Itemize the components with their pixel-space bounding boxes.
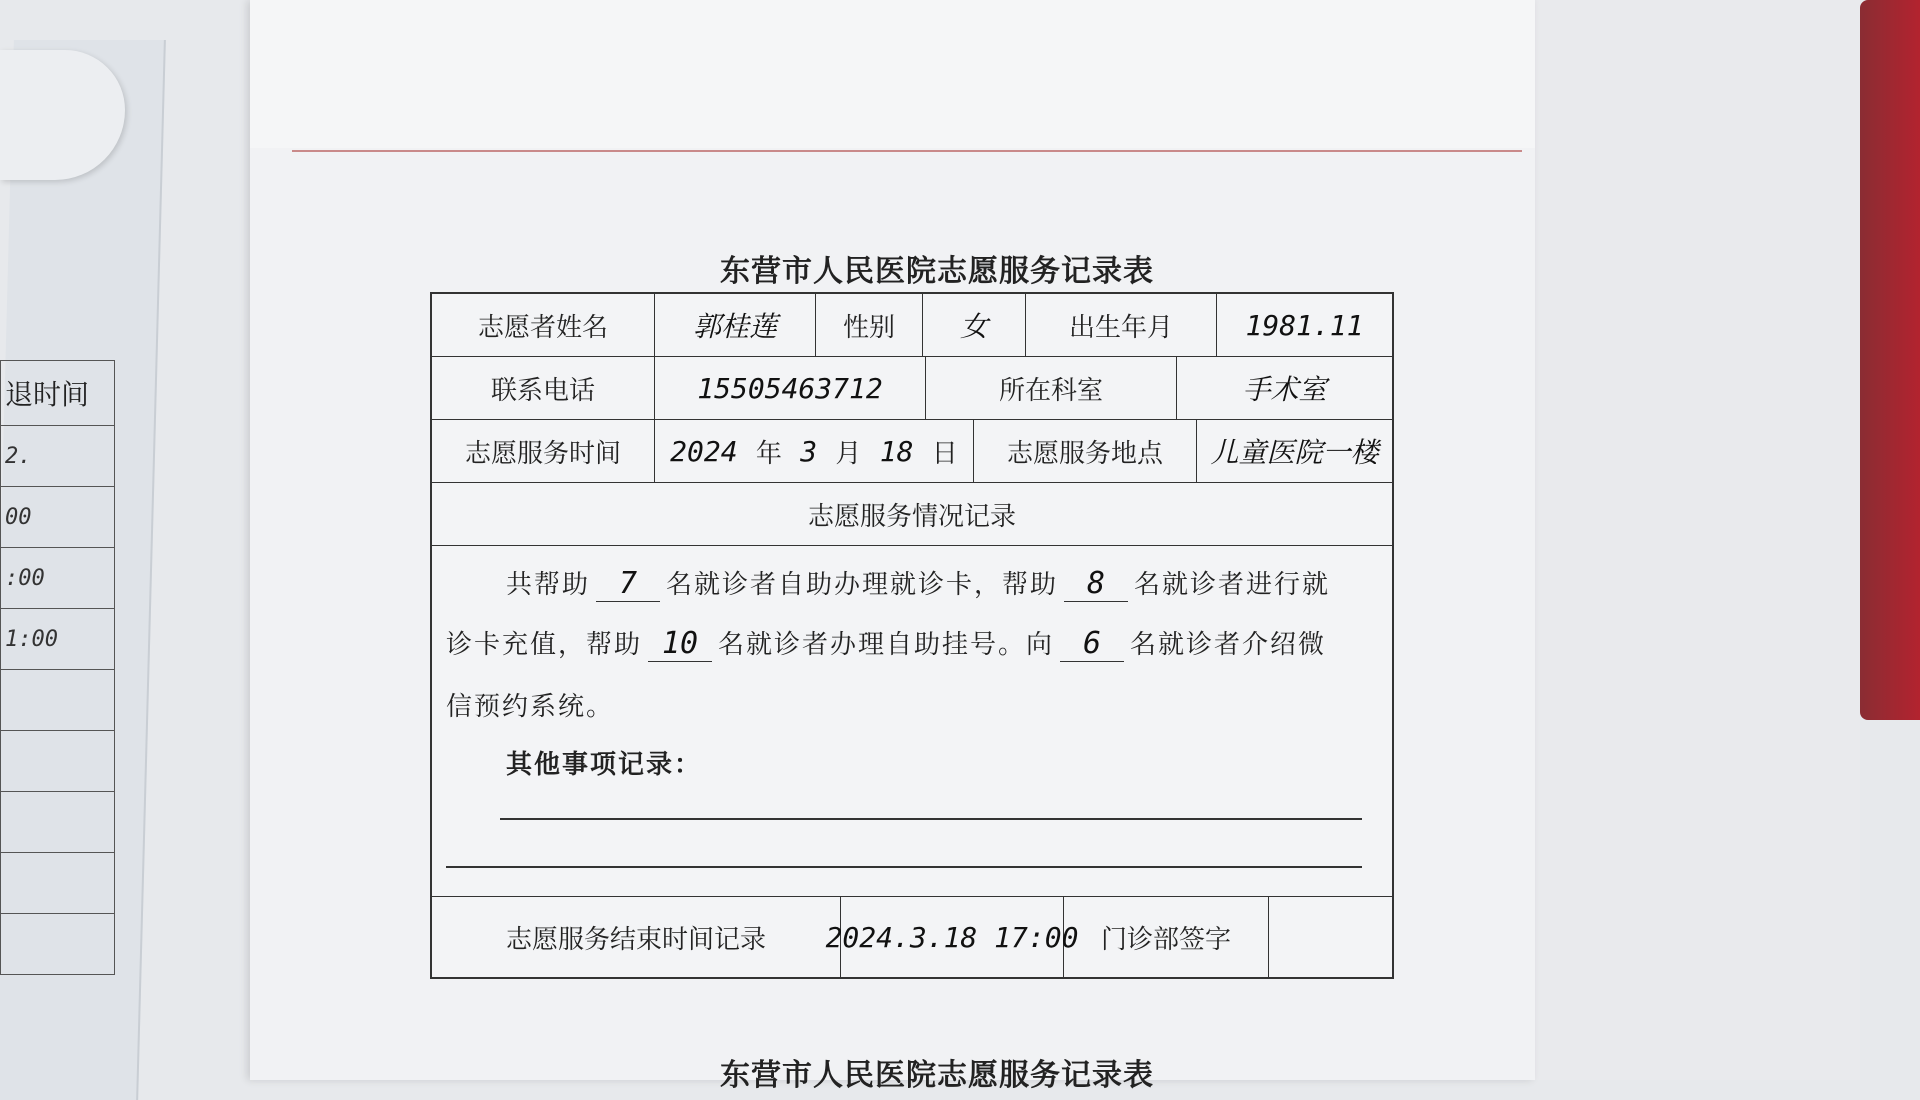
background-table-cell: 1:00	[1, 609, 115, 670]
other-items-line-2[interactable]	[446, 866, 1362, 868]
form-row-service	[432, 420, 1392, 483]
background-table-cell	[1, 914, 115, 975]
form-row-contact	[432, 357, 1392, 420]
form-row-footer	[432, 897, 1392, 977]
service-time-label: 志愿服务时间	[432, 420, 655, 482]
service-date-field[interactable]	[655, 420, 974, 482]
service-day: 18	[879, 434, 914, 468]
record-text: 名就诊者自助办理就诊卡，帮助	[666, 570, 1059, 600]
background-table-cell	[1, 792, 115, 853]
dept-value[interactable]: 手术室	[1242, 373, 1327, 406]
background-table-cell: 2.	[1, 426, 115, 487]
red-object	[1860, 0, 1920, 720]
next-form-title: 东营市人民医院志愿服务记录表	[720, 1058, 1154, 1093]
background-table-header: 退时间	[1, 361, 115, 426]
phone-value[interactable]: 15505463712	[655, 357, 926, 419]
background-table	[0, 360, 115, 975]
signature-field[interactable]	[1269, 897, 1392, 977]
other-items-line-1[interactable]	[500, 818, 1362, 820]
end-time-value[interactable]: 2024.3.18 17:00	[841, 897, 1064, 977]
background-wall	[1530, 0, 1860, 1080]
phone-label: 联系电话	[432, 357, 655, 419]
record-text: 诊卡充值，帮助	[446, 630, 643, 660]
gender-label: 性别	[816, 294, 923, 356]
service-place-label: 志愿服务地点	[974, 420, 1197, 482]
name-label: 志愿者姓名	[432, 294, 655, 356]
record-text: 名就诊者进行就	[1134, 570, 1331, 600]
background-table-cell	[1, 853, 115, 914]
form-title: 东营市人民医院志愿服务记录表	[720, 254, 1154, 289]
background-table-cell: :00	[1, 548, 115, 609]
end-time-label: 志愿服务结束时间记录	[432, 897, 841, 977]
record-line-1	[506, 564, 1378, 602]
gender-value[interactable]: 女	[923, 294, 1026, 356]
count-wechat-intro[interactable]: 6	[1060, 626, 1124, 662]
count-registration[interactable]: 10	[648, 626, 712, 662]
birth-value[interactable]: 1981.11	[1245, 308, 1364, 342]
name-value[interactable]: 郭桂莲	[655, 294, 816, 356]
service-record-body	[432, 546, 1392, 897]
background-table-cell: 00	[1, 487, 115, 548]
count-new-cards[interactable]: 7	[596, 566, 660, 602]
count-recharge[interactable]: 8	[1064, 566, 1128, 602]
record-text: 名就诊者办理自助挂号。向	[718, 630, 1055, 660]
background-table-cell	[1, 670, 115, 731]
signature-label: 门诊部签字	[1064, 897, 1269, 977]
dept-label: 所在科室	[926, 357, 1177, 419]
sheet-top-fold	[250, 0, 1535, 148]
record-line-2	[446, 624, 1378, 662]
year-unit: 年	[755, 438, 782, 469]
service-record-heading: 志愿服务情况记录	[432, 483, 1392, 546]
service-year: 2024	[670, 434, 738, 468]
record-line-3: 信预约系统。	[446, 692, 615, 722]
other-items-label: 其他事项记录：	[506, 750, 703, 780]
volunteer-record-form	[430, 292, 1394, 979]
month-unit: 月	[835, 438, 862, 469]
background-table-cell	[1, 731, 115, 792]
birth-label: 出生年月	[1026, 294, 1217, 356]
form-row-personal	[432, 294, 1392, 357]
service-place-value[interactable]: 儿童医院一楼	[1210, 436, 1379, 469]
record-text: 共帮助	[506, 570, 591, 600]
record-text: 名就诊者介绍微	[1130, 630, 1327, 660]
day-unit: 日	[931, 438, 958, 469]
service-month: 3	[800, 434, 818, 468]
red-divider-line	[292, 150, 1522, 152]
